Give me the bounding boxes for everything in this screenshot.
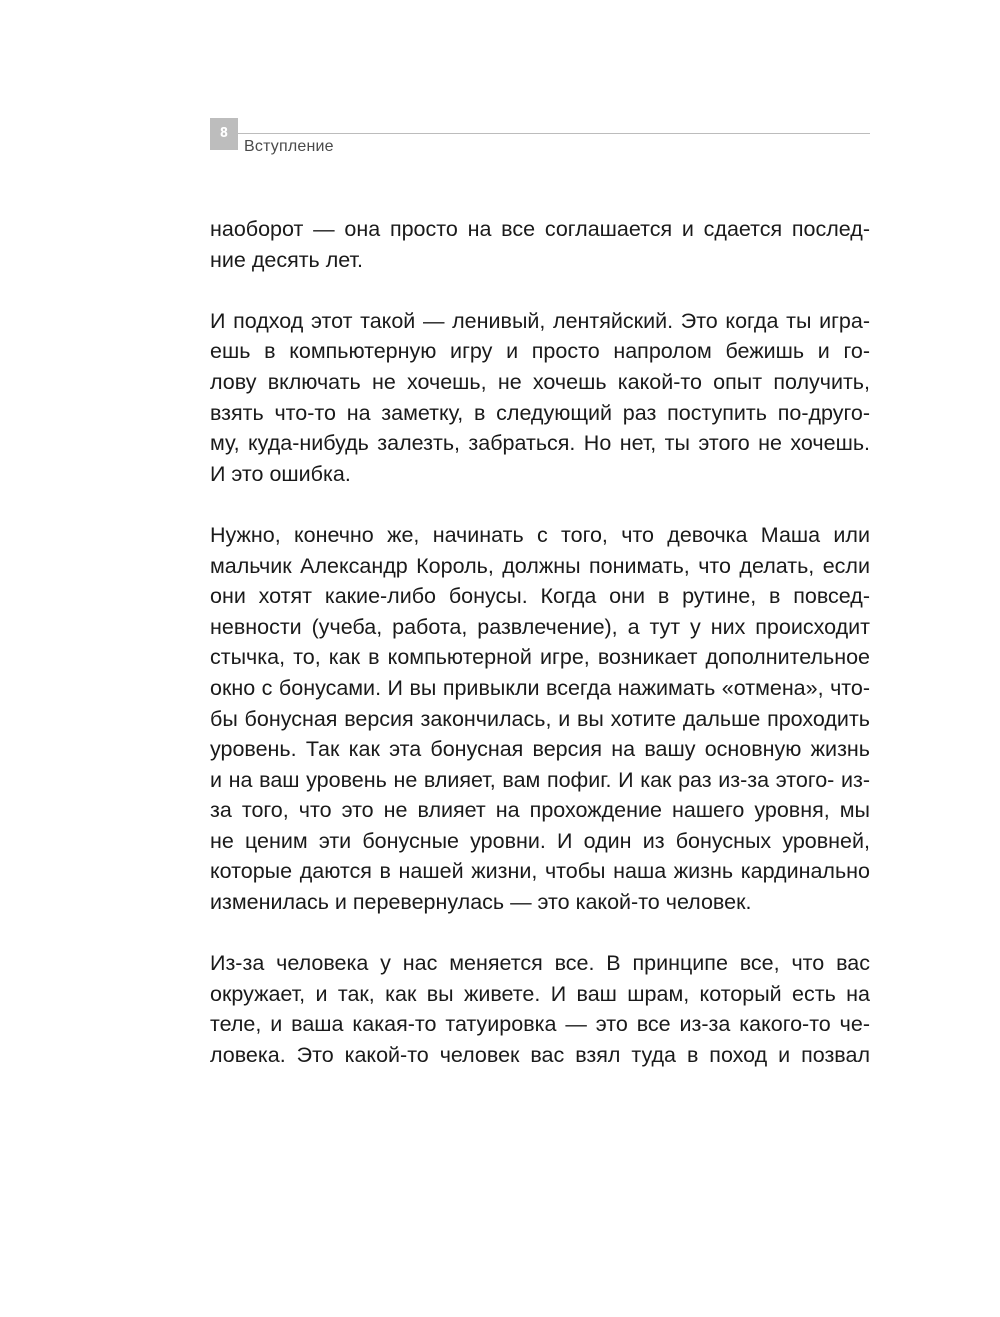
page-header xyxy=(210,118,870,162)
text-line: окружает, и так, как вы живете. И ваш шрам, который есть на xyxy=(210,981,870,1006)
text-line: наоборот — она просто на все соглашается и сдается послед- xyxy=(210,217,870,241)
page-number: 8 xyxy=(210,118,238,150)
text-line: лову включать не хочешь, не хочешь какой-то опыт получить, xyxy=(210,369,870,394)
text-line: И это ошибка. xyxy=(210,461,351,486)
text-line: Нужно, конечно же, начинать с того, что девочка Маша или xyxy=(210,522,870,547)
text-line: ешь в компьютерную игру и просто напролом бежишь и го- xyxy=(210,339,870,364)
text-line: теле, и ваша какая-то татуировка — это все из-за какого-то че- xyxy=(210,1012,870,1037)
text-line: му, куда-нибудь залезть, забраться. Но нет, ты этого не хочешь. xyxy=(210,431,870,456)
text-line: и на ваш уровень не влияет, вам пофиг. И как раз из-за этого- из- xyxy=(210,767,870,792)
text-line: окно с бонусами. И вы привыкли всегда нажимать «отмена», что- xyxy=(210,675,870,700)
text-line: Из-за человека у нас меняется все. В принципе все, что вас xyxy=(210,951,870,976)
text-line: стычка, то, как в компьютерной игре, возникает дополнительное xyxy=(210,645,870,670)
body-text xyxy=(210,214,870,1101)
text-line: за того, что это не влияет на прохождение нашего уровня, мы xyxy=(210,798,870,823)
paragraph xyxy=(210,306,870,490)
text-line: изменилась и перевернулась — это какой-то человек. xyxy=(210,890,752,915)
paragraph xyxy=(210,948,870,1070)
text-line: И подход этот такой — ленивый, лентяйский. Это когда ты игра- xyxy=(210,308,870,333)
paragraph xyxy=(210,520,870,918)
text-line: мальчик Александр Король, должны понимать, что делать, если xyxy=(210,553,870,578)
text-line: невности (учеба, работа, развлечение), а тут у них происходит xyxy=(210,614,870,639)
text-line: ние десять лет. xyxy=(210,247,363,272)
text-line: которые даются в нашей жизни, чтобы наша жизнь кардинально xyxy=(210,859,870,884)
text-line: ловека. Это какой-то человек вас взял туда в поход и позвал xyxy=(210,1043,870,1068)
chapter-title: Вступление xyxy=(244,138,334,155)
header-divider xyxy=(238,133,870,134)
text-line: не ценим эти бонусные уровни. И один из бонусных уровней, xyxy=(210,828,870,853)
paragraph xyxy=(210,214,870,275)
text-line: уровень. Так как эта бонусная версия на вашу основную жизнь xyxy=(210,737,870,762)
text-line: они хотят какие-либо бонусы. Когда они в рутине, в повсед- xyxy=(210,584,870,609)
text-line: взять что-то на заметку, в следующий раз поступить по-друго- xyxy=(210,400,870,425)
text-line: бы бонусная версия закончилась, и вы хотите дальше проходить xyxy=(210,706,870,731)
